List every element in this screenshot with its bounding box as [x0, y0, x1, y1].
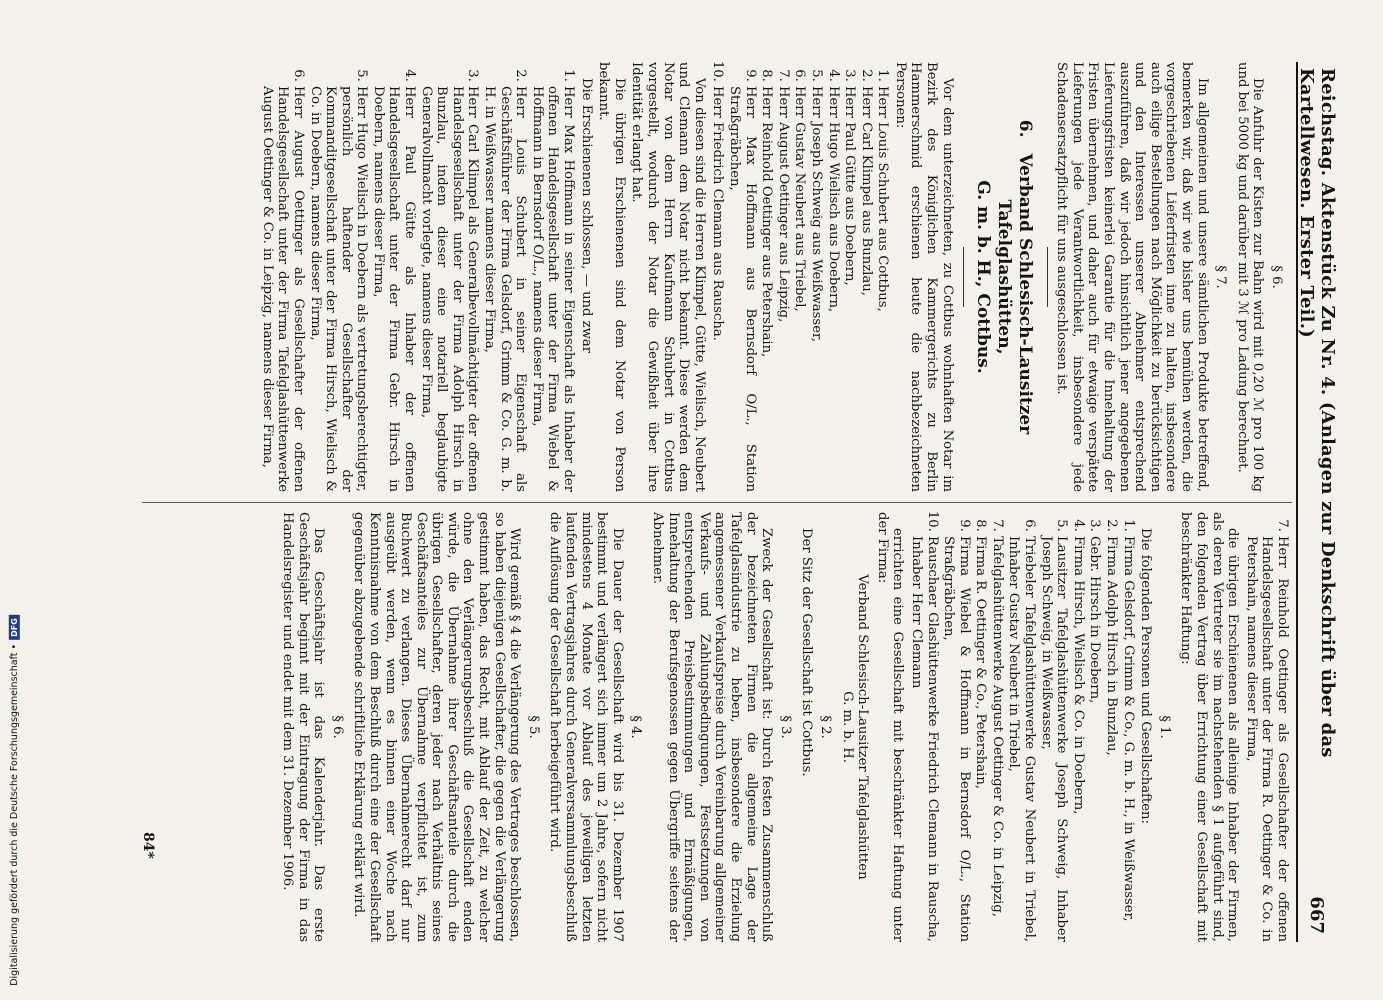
list-item: 8. Herr Reinhold Oettinger aus Petershain, — [759, 86, 775, 492]
separator-rule — [963, 247, 964, 307]
signature-mark: 84* — [140, 832, 156, 859]
list-item: 7. Tafelglashüttenwerke August Oettinger & Co. in Leipzig, — [989, 536, 1005, 942]
paragraph: Wird gemäß § 4 die Verlängerung des Vertrages beschlossen, so haben diejenigen Gesellschafter, die gegen die Verlängerung gestimmt haben, das Recht, mit Ablauf der Zeit, zu welcher ohne den Verlängerungsbeschluß die Gesellschaft enden würde, die Übernahme ihrer Geschäftsanteile durch die übrigen Gesellschafter, deren jeder nach Verhältnis seines Geschäftsanteiles zur Übernahme verpflichtet ist, zum Buchwert zu verlangen. Dieses Übernahmerecht darf nur ausgeübt werden, wenn es binnen einer Woche nach Kenntnisnahme von dem Beschluß durch eine der Gesellschaft gegenüber abzugebende schriftliche Erklärung erklärt wird. — [351, 512, 523, 942]
list-item: 6. Herr Gustav Neubert aus Triebel, — [792, 86, 808, 492]
company-name — [839, 512, 870, 942]
section-heading: § 6. — [1269, 265, 1284, 289]
list-item: 1. Herr Max Hoffmann in seiner Eigenschaft als Inhaber der offenen Handelsgesellschaft unter der Firma Wiebel & Hoffmann in Bernsdorf O/L., namens dieser Firma, — [529, 86, 576, 492]
list-item: 2. Herr Carl Klimpel aus Bunzlau, — [858, 86, 874, 492]
paragraph: Das Geschäftsjahr ist das Kalenderjahr. Das erste Geschäftsjahr beginnt mit der Eintragung der Firma in das Handelsregister und endet mit dem 31. Dezember 1906. — [279, 512, 327, 942]
paragraph: Vor dem unterzeichneten, zu Cottbus wohnhaften Notar im Bezirk des Königlichen Kammergerichts zu Berlin Hammerschmid erschienen heute die nachbezeichneten Personen: — [892, 62, 955, 492]
list-item: 7. Herr Reinhold Oettinger als Gesellschafter der offenen Handelsgesellschaft unter der Firma R. Oettinger & Co. in Petershain, namens dieser Firma, — [1243, 536, 1290, 942]
company-name-line: Verband Schlesisch-Lausitzer Tafelglashütten — [855, 574, 871, 880]
list-item: 4. Herr Hugo Wielisch aus Doebern, — [825, 86, 841, 492]
digitization-credit-inner — [9, 615, 20, 986]
paragraph: Zweck der Gesellschaft ist: Durch festen Zusammenschluß der bezeichneten Firmen die allgemeine Lage der Tafelglasindustrie zu heben, insbesondere die Erzielung angemessener Verkaufspreise durch Vereinbarung allgemeiner Verkaufs- und Zahlungsbedingungen, Festsetzungen von entsprechenden Preisbestimmungen und Ermäßigungen, Innehaltung der Berufsgenossen gegen Übergriffe seitens der Abnehmer. — [650, 512, 775, 942]
section-heading: § 1. — [1156, 715, 1172, 739]
paragraph: Die folgenden Personen und Gesellschaften: — [1138, 528, 1154, 824]
persons-list — [710, 62, 891, 492]
firms-list — [908, 512, 1135, 942]
paragraph: Der Sitz der Gesellschaft ist Cottbus. — [799, 528, 815, 777]
credit-text: Digitalisierung gefördert durch die Deutsche Forschungsgemeinschaft • — [8, 643, 20, 986]
page-header — [1296, 62, 1336, 942]
list-item: 10. Rauschaer Glashüttenwerke Friedrich Clemann in Rauscha, Inhaber Herr Clemann — [908, 536, 939, 942]
page-number: 667 — [1306, 896, 1328, 934]
list-item: 5. Lausitzer Tafelglashüttenwerke Joseph Schweig, Inhaber Joseph Schweig, in Weißwasser, — [1038, 536, 1069, 942]
list-item: 1. Herr Louis Schubert aus Cottbus, — [875, 86, 891, 492]
paragraph: Im allgemeinen und unsere sämtlichen Produkte betreffend, bemerken wir, daß wir wie bisher uns bemühen werden, die vorgeschriebenen Lieferfristen inne zu halten, insbesondere auch eilige Bestellungen nach Möglichkeit zu berücksichtigen und den Interessen unserer Abnehmer entsprechend auszuführen, daß wir jedoch hinsichtlich jener angegebenen Lieferungsfristen keinerlei Garantie für die Innehaltung der Fristen übernehmen, und daher auch für etwaige verspätete Lieferungen jede Verantwortlichkeit, insbesondere jede Schadensersatzpflicht für uns ausgeschlossen ist. — [1054, 62, 1210, 492]
organization-number: 6. — [1014, 119, 1035, 138]
section-heading: § 3. — [777, 715, 793, 739]
company-name-line: G. m. b. H. — [839, 691, 855, 763]
list-item: 10. Herr Friedrich Clemann aus Rauscha. — [710, 86, 726, 492]
list-item: 9. Firma Wiebel & Hoffmann in Bernsdorf O/L., Station Straßgräbchen, — [941, 536, 972, 942]
right-column — [277, 512, 1290, 942]
section-heading: § 4. — [628, 715, 644, 739]
list-item: 3. Herr Paul Gütte aus Doebern, — [842, 86, 858, 492]
separator-rule — [1047, 247, 1048, 307]
list-item: 1. Firma Gelsdorf, Grimm & Co., G. m. b. H., in Weißwasser, — [1120, 536, 1136, 942]
organization-title-line: G. m. b. H., Cottbus. — [972, 180, 993, 374]
section-heading: § 6. — [329, 715, 345, 739]
declaration-list — [259, 62, 576, 492]
paragraph: Die Erschienenen schlossen, — und zwar — [578, 78, 594, 354]
digitization-credit — [2, 610, 26, 990]
paragraph: errichten eine Gesellschaft mit beschränkter Haftung unter der Firma: — [874, 512, 906, 942]
section-heading: § 7. — [1213, 265, 1229, 289]
list-item: 3. Herr Carl Klimpel als Generalbevollmächtigter der offenen Handelsgesellschaft unter der Firma Adolph Hirsch in Bunzlau, indem dieser eine notariell beglaubigte Generalvollmacht vorlegte, namens dieser Firma, — [418, 86, 480, 492]
running-title: Reichstag. Aktenstück Zu Nr. 4. (Anlagen zur Denkschrift über das Kartellwesen. Erster Teil.) — [1296, 68, 1338, 758]
declaration-list-continued — [1243, 512, 1290, 942]
list-item: 4. Firma Hirsch, Wielisch & Co. in Doebern, — [1070, 536, 1086, 942]
organization-title — [972, 62, 1035, 492]
list-item: 7. Herr August Oettinger aus Leipzig, — [775, 86, 791, 492]
list-item: 3. Gebr. Hirsch in Doebern, — [1087, 536, 1103, 942]
list-item: 2. Herr Louis Schubert in seiner Eigenschaft als Geschäftsführer der Firma Gelsdorf, Grimm & Co. G. m. b. H. in Weißwasser namens dieser Firma, — [481, 86, 528, 492]
paragraph: Die übrigen Erschienenen sind dem Notar von Person bekannt. — [596, 62, 627, 492]
section-heading: § 2. — [817, 715, 833, 739]
column-divider — [142, 502, 1292, 503]
list-item: 4. Herr Paul Gütte als Inhaber der offenen Handelsgesellschaft unter der Firma Gebr. Hirsch in Doebern, namens dieser Firma, — [370, 86, 417, 492]
list-item: 6. Triebeler Tafelglashüttenwerke Gustav Neubert in Triebel, Inhaber Gustav Neubert in Triebel, — [1006, 536, 1037, 942]
left-column — [256, 62, 1290, 492]
dfg-logo-icon: DFG — [9, 615, 20, 640]
organization-title-line: Verband Schlesisch-Lausitzer Tafelglashütten, — [993, 153, 1035, 435]
paragraph: Die Dauer der Gesellschaft wird bis 31. Dezember 1907 bestimmt und verlängert sich immer um 2 Jahre, sofern nicht mindestens 4 Monate vor Ablauf des jeweiligen letzten laufenden Vertragsjahres durch Generalversammlungsbeschluß die Auflösung der Gesellschaft herbeigeführt wird. — [547, 512, 625, 942]
paragraph: Von diesen sind die Herren Klimpel, Gütte, Wielisch, Neubert und Clemann dem Notar nicht bekannt. Diese werden dem Notar von dem Herrn Kaufmann Schubert in Cottbus vorgestellt, wodurch der Notar die Gewißheit über ihre Identität erlangt hat. — [629, 62, 707, 492]
section-heading: § 5. — [525, 715, 541, 739]
list-item: 6. Herr August Oettinger als Gesellschafter der offenen Handelsgesellschaft unter der Firma Tafelglashüttenwerke August Oettinger & Co. in Leipzig, namens dieser Firma, — [259, 86, 306, 492]
list-item: 5. Herr Hugo Wielisch in Doebern als vertretungsberechtigter, persönlich haftender Gesellschafter der Kommanditgesellschaft unter der Firma Hirsch, Wielisch & Co. in Doebern, namens dieser Firma, — [307, 86, 369, 492]
list-item: 9. Herr Max Hoffmann aus Bernsdorf O/L., Station Straßgräbchen, — [726, 86, 757, 492]
paragraph: die übrigen Erschienenen als alleinige Inhaber der Firmen, als deren Vertreter sie im nachstehenden § 1 aufgeführt sind, den folgenden Vertrag über Errichtung einer Gesellschaft mit beschränkter Haftung: — [1178, 512, 1241, 942]
list-item: 2. Firma Adolph Hirsch in Bunzlau, — [1103, 536, 1119, 942]
paragraph: Die Anfuhr der Kisten zur Bahn wird mit 0,20 ℳ pro 100 kg und bei 5000 kg und darüber mit 3 ℳ pro Ladung berechnet. — [1234, 62, 1266, 492]
rotated-document-page — [86, 62, 1336, 942]
list-item: 8. Firma R. Oettinger & Co., Petershain, — [973, 536, 989, 942]
list-item: 5. Herr Joseph Schweig aus Weißwasser, — [808, 86, 824, 492]
